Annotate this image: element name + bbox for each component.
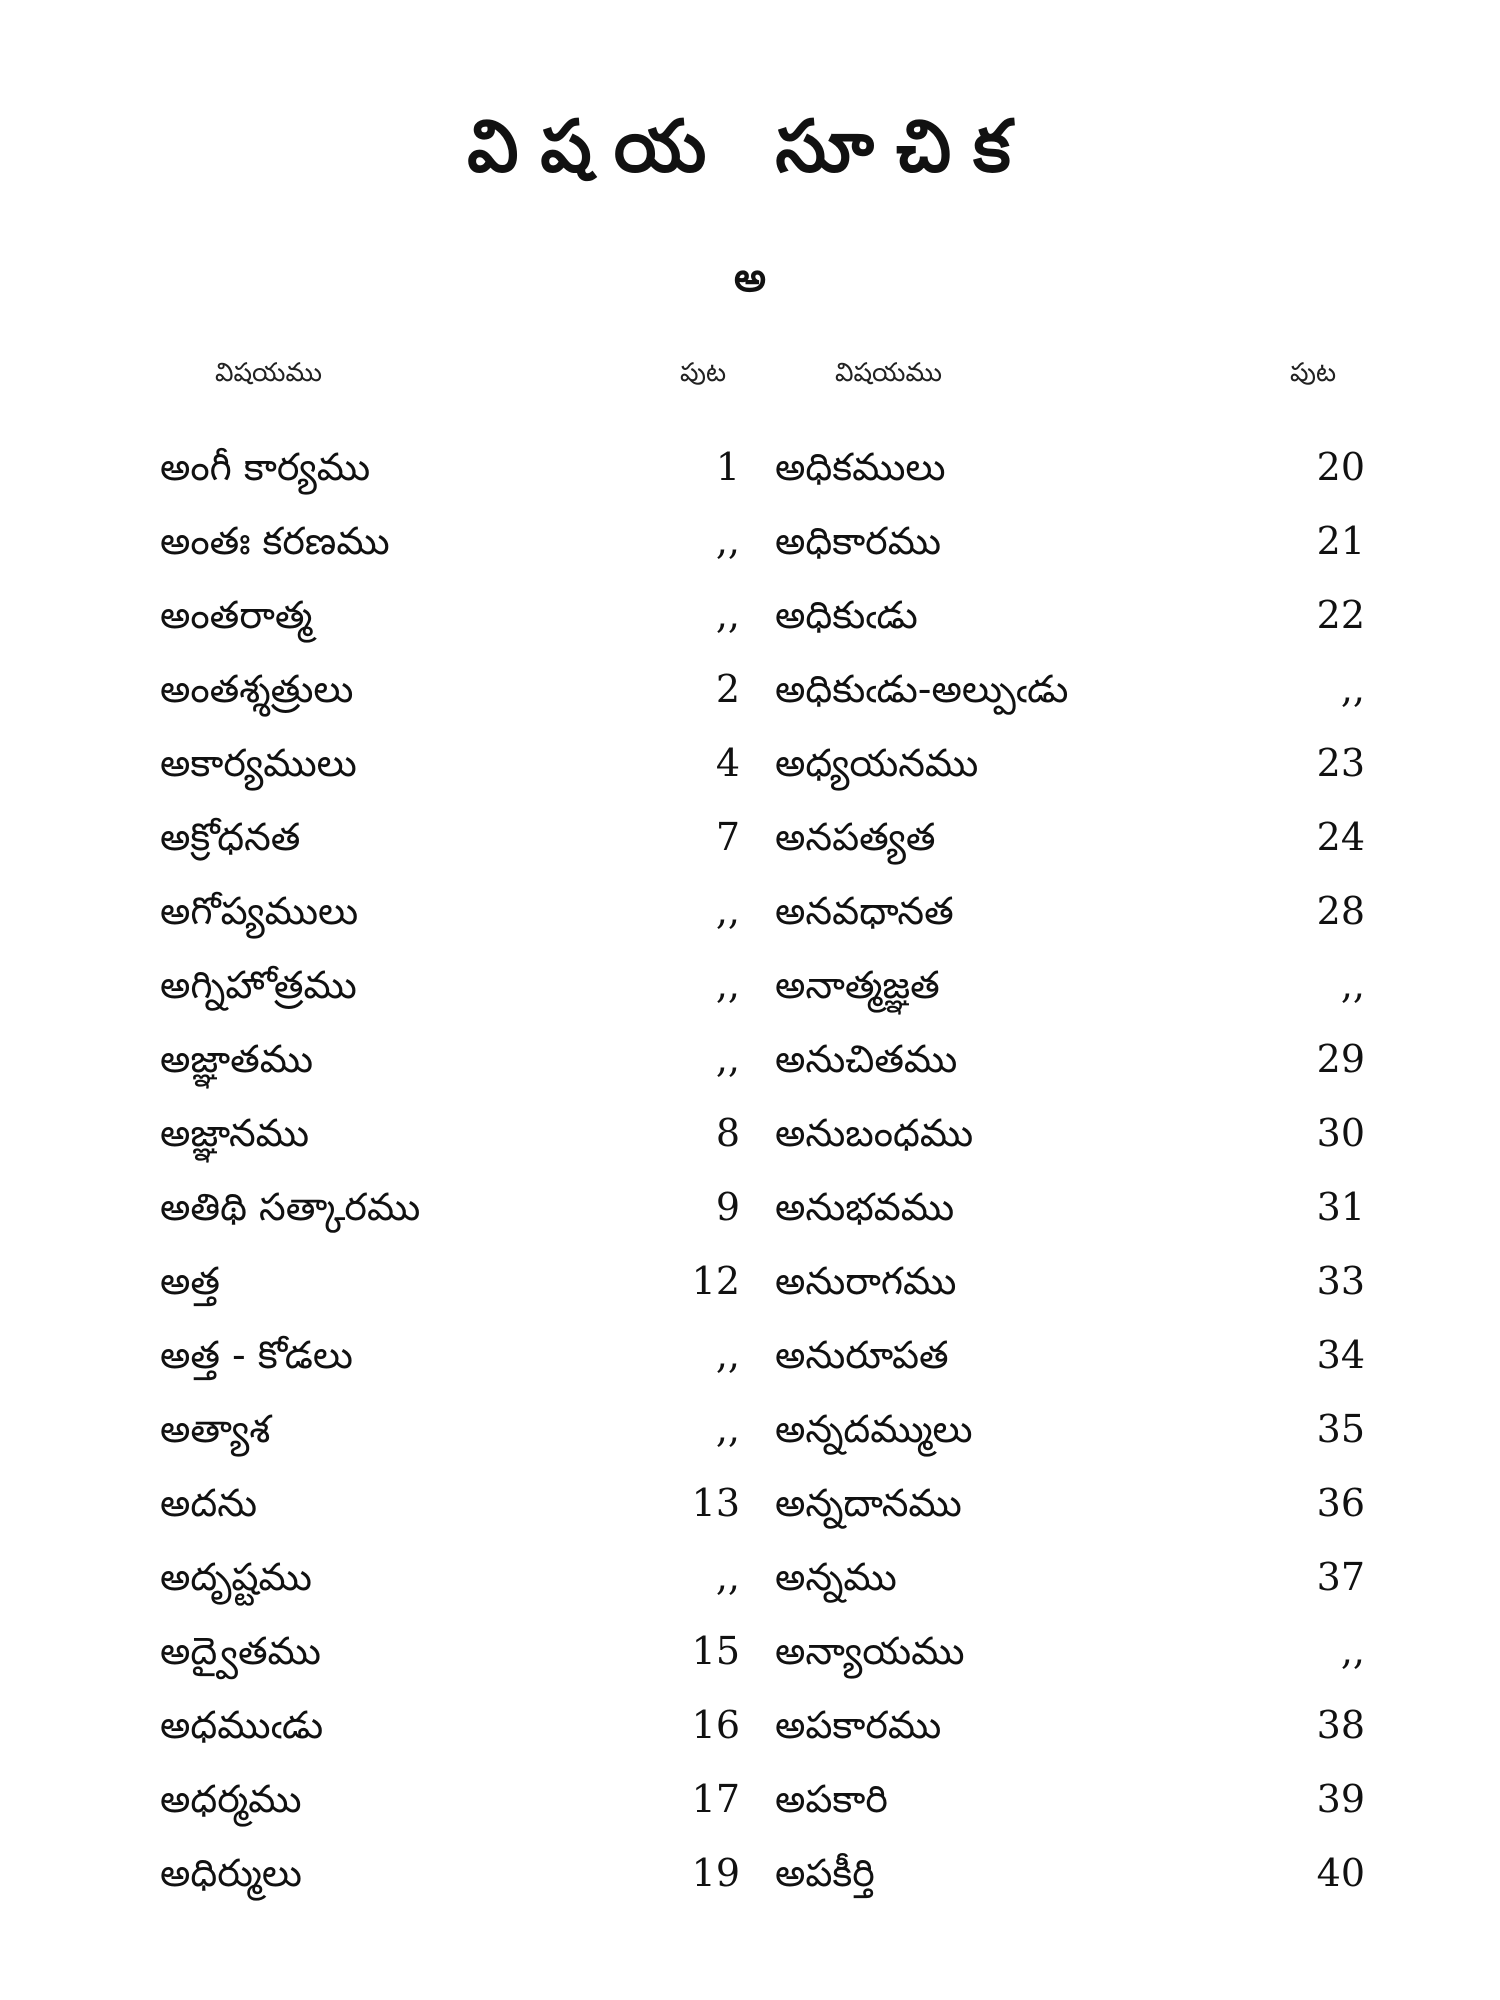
entry-subject: అపకీర్తి xyxy=(775,1851,875,1895)
entry-page-number: ,, xyxy=(715,1407,740,1451)
entry-page-number: ,, xyxy=(715,1333,740,1377)
entry-page-number: 34 xyxy=(1316,1333,1365,1377)
entry-subject: అజ్ఞానము xyxy=(160,1111,309,1155)
entry-subject: అనురూపత xyxy=(775,1333,949,1377)
entry-subject: అపకారము xyxy=(775,1703,942,1747)
entry-subject: అంగీ కార్యము xyxy=(160,445,371,489)
entry-subject: అపకారి xyxy=(775,1777,888,1821)
entry-page-number: ,, xyxy=(715,963,740,1007)
index-entry xyxy=(775,948,1365,1022)
entry-page-number: 33 xyxy=(1316,1259,1365,1303)
entry-subject: అతిథి సత్కారము xyxy=(160,1185,421,1229)
entry-page-number: 1 xyxy=(715,445,740,489)
entry-page-number: ,, xyxy=(1340,667,1365,711)
index-entry xyxy=(775,1022,1365,1096)
entry-subject: అక్రోధనత xyxy=(160,815,301,859)
entry-subject: అధర్మము xyxy=(160,1777,302,1821)
entry-page-number: 20 xyxy=(1316,445,1365,489)
entry-subject: అన్నము xyxy=(775,1555,897,1599)
index-entry xyxy=(775,1836,1365,1910)
entry-subject: అధముఁడు xyxy=(160,1703,324,1747)
index-entry xyxy=(775,578,1365,652)
entry-page-number: 40 xyxy=(1316,1851,1365,1895)
index-entry xyxy=(160,1540,740,1614)
index-entry xyxy=(160,1688,740,1762)
right-page-header: పుట xyxy=(1290,358,1337,388)
entry-page-number: 39 xyxy=(1316,1777,1365,1821)
entry-subject: అధికుఁడు-అల్పుఁడు xyxy=(775,667,1069,711)
entry-subject: అన్యాయము xyxy=(775,1629,965,1673)
entry-page-number: 7 xyxy=(715,815,740,859)
entry-subject: అంతశ్శత్రులు xyxy=(160,667,354,711)
entry-subject: అగోప్యములు xyxy=(160,889,359,933)
section-letter: అ xyxy=(734,255,766,301)
entry-page-number: 2 xyxy=(715,667,740,711)
index-entry xyxy=(775,1466,1365,1540)
index-entry xyxy=(775,504,1365,578)
index-entry xyxy=(160,430,740,504)
index-entry xyxy=(160,1096,740,1170)
index-entry xyxy=(775,1096,1365,1170)
entry-subject: అగ్నిహోత్రము xyxy=(160,963,357,1007)
entry-page-number: 22 xyxy=(1316,593,1365,637)
entry-page-number: 4 xyxy=(715,741,740,785)
index-entry xyxy=(160,504,740,578)
entry-subject: అనవధానత xyxy=(775,889,954,933)
entry-subject: అత్త xyxy=(160,1259,220,1303)
index-entry xyxy=(775,726,1365,800)
entry-page-number: 29 xyxy=(1316,1037,1365,1081)
entry-page-number: 13 xyxy=(691,1481,740,1525)
index-entry xyxy=(775,430,1365,504)
entry-page-number: ,, xyxy=(715,1037,740,1081)
entry-page-number: 23 xyxy=(1316,741,1365,785)
index-entry xyxy=(160,578,740,652)
entry-page-number: 37 xyxy=(1316,1555,1365,1599)
entry-subject: అంతరాత్మ xyxy=(160,593,313,637)
index-entry xyxy=(160,1466,740,1540)
entry-page-number: 16 xyxy=(691,1703,740,1747)
entry-subject: అధ్యయనము xyxy=(775,741,979,785)
index-entry xyxy=(775,1318,1365,1392)
entry-subject: అత్త - కోడలు xyxy=(160,1333,353,1377)
entry-subject: అధికములు xyxy=(775,445,946,489)
index-entry xyxy=(160,800,740,874)
entry-page-number: 19 xyxy=(691,1851,740,1895)
entry-subject: అనుచితము xyxy=(775,1037,958,1081)
left-page-header: పుట xyxy=(680,358,727,388)
entry-page-number: 21 xyxy=(1316,519,1365,563)
index-entry xyxy=(775,800,1365,874)
entry-page-number: 35 xyxy=(1316,1407,1365,1451)
entry-subject: అన్నదానము xyxy=(775,1481,962,1525)
index-entry xyxy=(160,652,740,726)
entry-subject: అదృష్టము xyxy=(160,1555,312,1599)
index-entry xyxy=(160,1244,740,1318)
entry-page-number: 15 xyxy=(691,1629,740,1673)
entry-subject: అనాత్మజ్ఞత xyxy=(775,963,940,1007)
entry-subject: అద్వైతము xyxy=(160,1629,321,1673)
right-subject-header: విషయము xyxy=(835,358,942,388)
index-entry xyxy=(775,652,1365,726)
index-entry xyxy=(160,1392,740,1466)
index-entry xyxy=(775,1614,1365,1688)
entry-page-number: 12 xyxy=(691,1259,740,1303)
index-entry xyxy=(775,874,1365,948)
entry-subject: అధికుఁడు xyxy=(775,593,918,637)
index-entry xyxy=(775,1170,1365,1244)
entry-page-number: ,, xyxy=(1340,963,1365,1007)
index-entry xyxy=(160,726,740,800)
index-entry xyxy=(160,1762,740,1836)
entry-subject: అత్యాశ xyxy=(160,1407,271,1451)
entry-page-number: ,, xyxy=(1340,1629,1365,1673)
entry-page-number: 24 xyxy=(1316,815,1365,859)
index-entry xyxy=(775,1540,1365,1614)
index-entry xyxy=(775,1244,1365,1318)
entry-page-number: ,, xyxy=(715,889,740,933)
entry-page-number: 30 xyxy=(1316,1111,1365,1155)
entry-page-number: 38 xyxy=(1316,1703,1365,1747)
entry-subject: అదను xyxy=(160,1481,258,1525)
entry-page-number: 36 xyxy=(1316,1481,1365,1525)
entry-subject: అనురాగము xyxy=(775,1259,957,1303)
entry-page-number: 17 xyxy=(691,1777,740,1821)
entry-page-number: 9 xyxy=(715,1185,740,1229)
index-entry xyxy=(160,874,740,948)
left-column xyxy=(160,430,740,1910)
index-entry xyxy=(775,1392,1365,1466)
index-entry xyxy=(775,1688,1365,1762)
entry-subject: అనుబంధము xyxy=(775,1111,974,1155)
entry-subject: అధిర్ములు xyxy=(160,1851,302,1895)
entry-subject: అధికారము xyxy=(775,519,942,563)
entry-page-number: ,, xyxy=(715,519,740,563)
entry-subject: అన్నదమ్ములు xyxy=(775,1407,973,1451)
index-entry xyxy=(775,1762,1365,1836)
index-entry xyxy=(160,1836,740,1910)
entry-subject: అజ్ఞాతము xyxy=(160,1037,314,1081)
entry-subject: అనుభవము xyxy=(775,1185,955,1229)
index-entry xyxy=(160,1170,740,1244)
index-entry xyxy=(160,1022,740,1096)
entry-page-number: ,, xyxy=(715,1555,740,1599)
left-subject-header: విషయము xyxy=(215,358,322,388)
entry-page-number: 8 xyxy=(715,1111,740,1155)
index-entry xyxy=(160,1614,740,1688)
entry-subject: అకార్యములు xyxy=(160,741,357,785)
entry-page-number: ,, xyxy=(715,593,740,637)
entry-subject: అనపత్యత xyxy=(775,815,936,859)
entry-subject: అంతః కరణము xyxy=(160,519,390,563)
page-title: విషయ సూచిక xyxy=(467,104,1033,188)
entry-page-number: 28 xyxy=(1316,889,1365,933)
index-entry xyxy=(160,948,740,1022)
entry-page-number: 31 xyxy=(1316,1185,1365,1229)
right-column xyxy=(775,430,1365,1910)
index-entry xyxy=(160,1318,740,1392)
